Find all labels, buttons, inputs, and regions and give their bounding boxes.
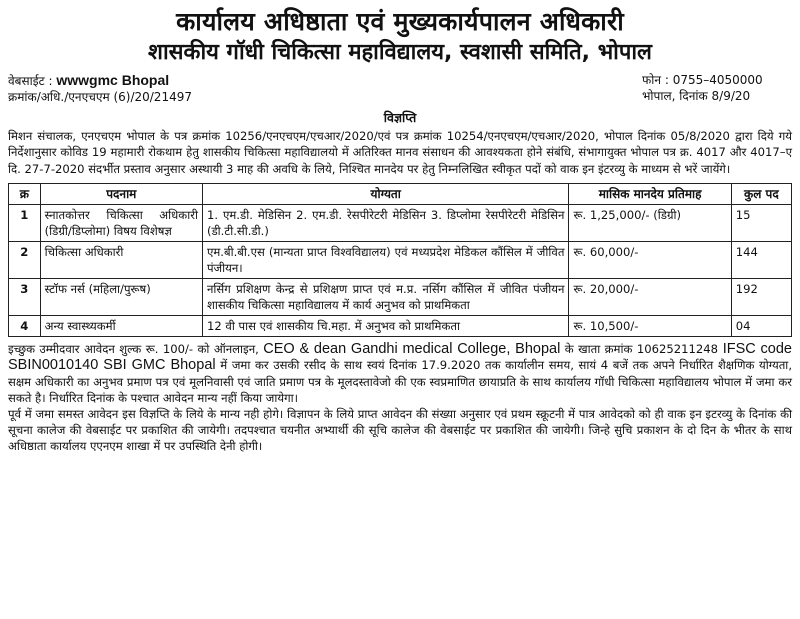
header-post: पदनाम	[40, 184, 202, 205]
cell-serial: 4	[9, 316, 41, 337]
apply-text-2: के खाता क्रमांक	[560, 342, 637, 357]
table-row	[9, 316, 792, 337]
office-title: कार्यालय अधिष्ठाता एवं मुख्यकार्यपालन अधिकारी	[176, 7, 624, 36]
cell-qualification: 12 वी पास एवं शासकीय चि.महा. में अनुभव को प्राथमिकता	[202, 316, 568, 337]
ifsc-code: IFSC code SBIN0010140 SBI GMC Bhopal	[8, 341, 792, 374]
notice-heading: विज्ञप्ति	[383, 110, 417, 125]
table-row	[9, 205, 792, 242]
phone-number: फोन : 0755–4050000	[642, 73, 763, 87]
college-title: शासकीय गॉधी चिकित्सा महाविद्यालय, स्वशासी समिति, भोपाल	[148, 40, 652, 65]
cell-post: स्नातकोत्तर चिकित्सा अधिकारी (डिग्री/डिप्लोमा) विषय विशेषज्ञ	[40, 205, 202, 242]
cell-serial: 1	[9, 205, 41, 242]
cell-count: 192	[731, 279, 791, 316]
reference-number: क्रमांक/अधि./एनएचएम (6)/20/21497	[8, 90, 192, 104]
header-qualification: योग्यता	[202, 184, 568, 205]
header-serial: क्र	[9, 184, 41, 205]
website-label: वेबसाईट :	[8, 74, 57, 88]
table-row	[9, 242, 792, 279]
apply-text-1: इच्छुक उम्मीदवार आवेदन शुल्क रू. 100/- को ऑनलाइन,	[8, 342, 264, 357]
meta-left	[8, 72, 192, 105]
cell-qualification: एम.बी.बी.एस (मान्यता प्राप्त विश्वविद्यालय) एवं मध्यप्रदेश मेडिकल कौंसिल में जीवित पंजीयन।	[202, 242, 568, 279]
table-row	[9, 279, 792, 316]
cell-qualification: नर्सिग प्रशिक्षण केन्द्र से प्रशिक्षण प्राप्त एवं म.प्र. नर्सिग कौंसिल में जीवित पंजीयन शासकीय चिकित्सा महाविद्यालय में कार्य अनुभव को प्राथमिकता	[202, 279, 568, 316]
account-name: CEO & dean Gandhi medical College, Bhopal	[263, 341, 561, 358]
closing-paragraph: पूर्व में जमा समस्त आवेदन इस विज्ञप्ति के लिये के मान्य नही होगे। विज्ञापन के लिये प्राप्त आवेदन की संख्या अनुसार एवं प्रथम स्क्रूटनी में पात्र आवेदको को ही वाक इन इटरव्यु के दिनांक की सूचना कालेज की वेबसाईट पर प्रकाशित की जायेगी। तदपश्चात चयनीत अभ्यार्थी की सूचि कालेज की वेबसाईट पर प्रकाशित की जायेगी। जिन्हे सुचि प्रकाशन के दो दिन के भीतर के साथ अधिष्ठाता कार्यालय एएनएम शाखा में पर उपस्थिति देनी होगी।	[8, 407, 792, 454]
cell-qualification: 1. एम.डी. मेडिसिन 2. एम.डी. रेसपीरेटरी मेडिसिन 3. डिप्लोमा रेसपीरेटरी मेडिसिन (डी.टी.सी.डी.)	[202, 205, 568, 242]
website-line	[8, 72, 192, 89]
meta-right	[642, 72, 792, 105]
cell-serial: 2	[9, 242, 41, 279]
cell-count: 04	[731, 316, 791, 337]
cell-count: 144	[731, 242, 791, 279]
posts-table	[8, 183, 792, 337]
cell-post: अन्य स्वास्थ्यकर्मी	[40, 316, 202, 337]
cell-post: स्टॉफ नर्स (महिला/पुरूष)	[40, 279, 202, 316]
account-number: 10625211248	[636, 342, 718, 357]
cell-pay: रू. 60,000/-	[569, 242, 731, 279]
website-value: wwwgmc Bhopal	[56, 72, 170, 88]
intro-paragraph: मिशन संचालक, एनएचएम भोपाल के पत्र क्रमांक 10256/एनएचएम/एचआर/2020/एवं पत्र क्रमांक 10254/एनएचएम/एचआर/2020, भोपाल दिनांक 05/8/2020 द्वारा दिये गये निर्देशानुसार कोविड 19 महामारी रोकथाम हेतु शासकीय चिकित्सा महाविद्यालयो में अतिरिक्त मानव संसाधन की आवश्यकता होने संबंधि, संभागायुक्त भोपाल पत्र क्र. 4017 और 4017–ए दि. 27-7-2020 संदर्भीत प्रस्ताव अनुसार अस्थायी 3 माह की अवधि के लिये, निश्चित मानदेय पर हेतु निम्नलिखित स्वीकृत पदों को वाक इन इंटरव्यु के माध्यम से भरें जायेंगे।	[8, 129, 792, 176]
meta-row	[8, 72, 792, 105]
cell-count: 15	[731, 205, 791, 242]
header-pay: मासिक मानदेय प्रतिमाह	[569, 184, 731, 205]
place-date: भोपाल, दिनांक 8/9/20	[642, 89, 751, 103]
cell-pay: रू. 20,000/-	[569, 279, 731, 316]
cell-pay: रू. 10,500/-	[569, 316, 731, 337]
header-count: कुल पद	[731, 184, 791, 205]
application-paragraph	[8, 341, 792, 406]
apply-text-3: में जमा कर उसकी रसीद के साथ स्वयं दिनांक 17.9.2020 तक कार्यालीन समय, सायं 4 बजें तक अपने निर्धारित शैक्षणिक योग्यता, सक्षम अधिकारी का अनुभव प्रमाण पत्र एवं मूलनिवासी एवं जाति प्रमाण पत्र के मूलदस्तावेजो की एक स्वप्रमाणित छायाप्रति के साथ कार्यालय गॉधी चिकित्सा महाविद्यालय भोपाल में जमा कर सकते है। निर्धारित दिनांक के पश्चात आवेदन मान्य नहीं किया जायेगा।	[8, 358, 792, 405]
table-header-row	[9, 184, 792, 205]
cell-pay: रू. 1,25,000/- (डिग्री)	[569, 205, 731, 242]
cell-serial: 3	[9, 279, 41, 316]
cell-post: चिकित्सा अधिकारी	[40, 242, 202, 279]
